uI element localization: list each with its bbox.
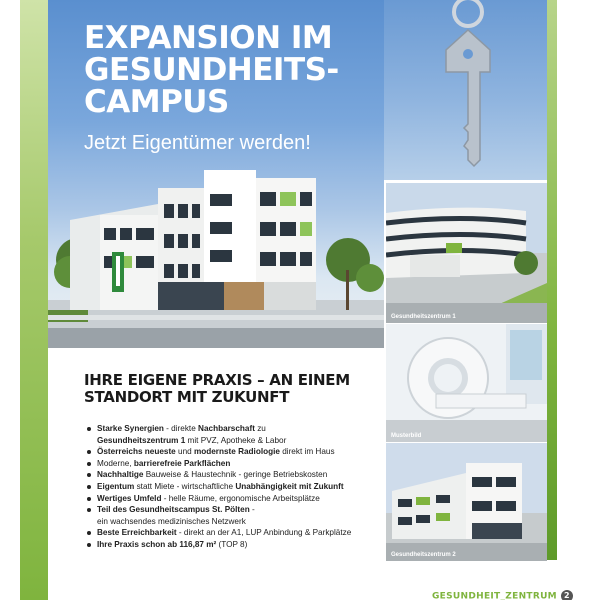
feature-text: und: [175, 447, 194, 457]
key-panel: [384, 0, 547, 180]
right-green-bar: [547, 0, 557, 560]
feature-text: Nachhaltige: [97, 470, 144, 480]
photo-caption: Gesundheitszentrum 2: [391, 552, 456, 558]
feature-text: barrierefreie Parkflächen: [133, 458, 231, 468]
photo-health-center-1: [386, 183, 547, 323]
feature-text: ein wachsendes medizinisches Netzwerk: [97, 516, 246, 526]
feature-item: [86, 423, 382, 435]
feature-item: [86, 516, 382, 528]
feature-text: statt Miete - wirtschaftliche: [134, 481, 236, 491]
logo-text: GESUNDHEIT_ZENTRUM: [432, 591, 557, 600]
feature-text: Unabhängigkeit mit Zukunft: [235, 481, 344, 491]
feature-text: Starke Synergien: [97, 424, 164, 433]
feature-text: Bauweise & Haustechnik - geringe Betriebskosten: [143, 470, 328, 480]
building-illustration: [48, 160, 384, 348]
hero-subtitle: Jetzt Eigentümer werden!: [84, 132, 311, 154]
feature-item: [86, 493, 382, 505]
feature-text: -: [249, 505, 255, 515]
feature-text: Wertiges Umfeld: [97, 493, 162, 503]
feature-text: mit PVZ, Apotheke & Labor: [185, 435, 287, 445]
feature-text: Nachbarschaft: [198, 424, 255, 433]
content-section: [84, 371, 384, 549]
feature-text: - direkte: [163, 424, 199, 433]
logo-number: 2: [561, 590, 573, 600]
feature-item: [86, 469, 382, 481]
feature-text: modernste Radiologie: [193, 447, 280, 457]
feature-text: - direkt an der A1, LUP Anbindung & Parkplätze: [176, 528, 352, 538]
photo-health-center-2: [386, 443, 547, 561]
photo-mri-room: [386, 324, 547, 442]
left-green-bar: [20, 0, 48, 600]
hero-title: EXPANSION IM GESUNDHEITS- CAMPUS: [84, 20, 339, 120]
photo-caption: Musterbild: [391, 433, 422, 439]
feature-text: direkt im Haus: [279, 447, 335, 457]
footer-logo: [432, 590, 573, 600]
house-key-icon: [424, 0, 514, 170]
hero-panel: [48, 0, 384, 348]
feature-text: - helle Räume, ergonomische Arbeitsplätze: [161, 493, 320, 503]
feature-text: Ihre Praxis schon ab 116,87 m²: [97, 539, 217, 549]
photo-caption: Gesundheitszentrum 1: [391, 314, 456, 320]
feature-text: Beste Erreichbarkeit: [97, 528, 177, 538]
feature-item: [86, 458, 382, 470]
feature-item: [86, 539, 382, 551]
feature-text: Österreichs neueste: [97, 447, 176, 457]
section-title: IHRE EIGENE PRAXIS – AN EINEM STANDORT MIT ZUKUNFT: [84, 371, 350, 406]
feature-text: Eigentum: [97, 481, 135, 491]
feature-text: Moderne,: [97, 458, 134, 468]
feature-list: [86, 423, 382, 551]
feature-item: [86, 435, 382, 447]
feature-text: (TOP 8): [216, 539, 248, 549]
feature-text: Teil des Gesundheitscampus St. Pölten: [97, 505, 250, 515]
feature-item: [86, 527, 382, 539]
feature-text: Gesundheitszentrum 1: [97, 435, 186, 445]
feature-text: zu: [254, 424, 266, 433]
feature-item: [86, 504, 382, 516]
feature-item: [86, 446, 382, 458]
feature-item: [86, 481, 382, 493]
